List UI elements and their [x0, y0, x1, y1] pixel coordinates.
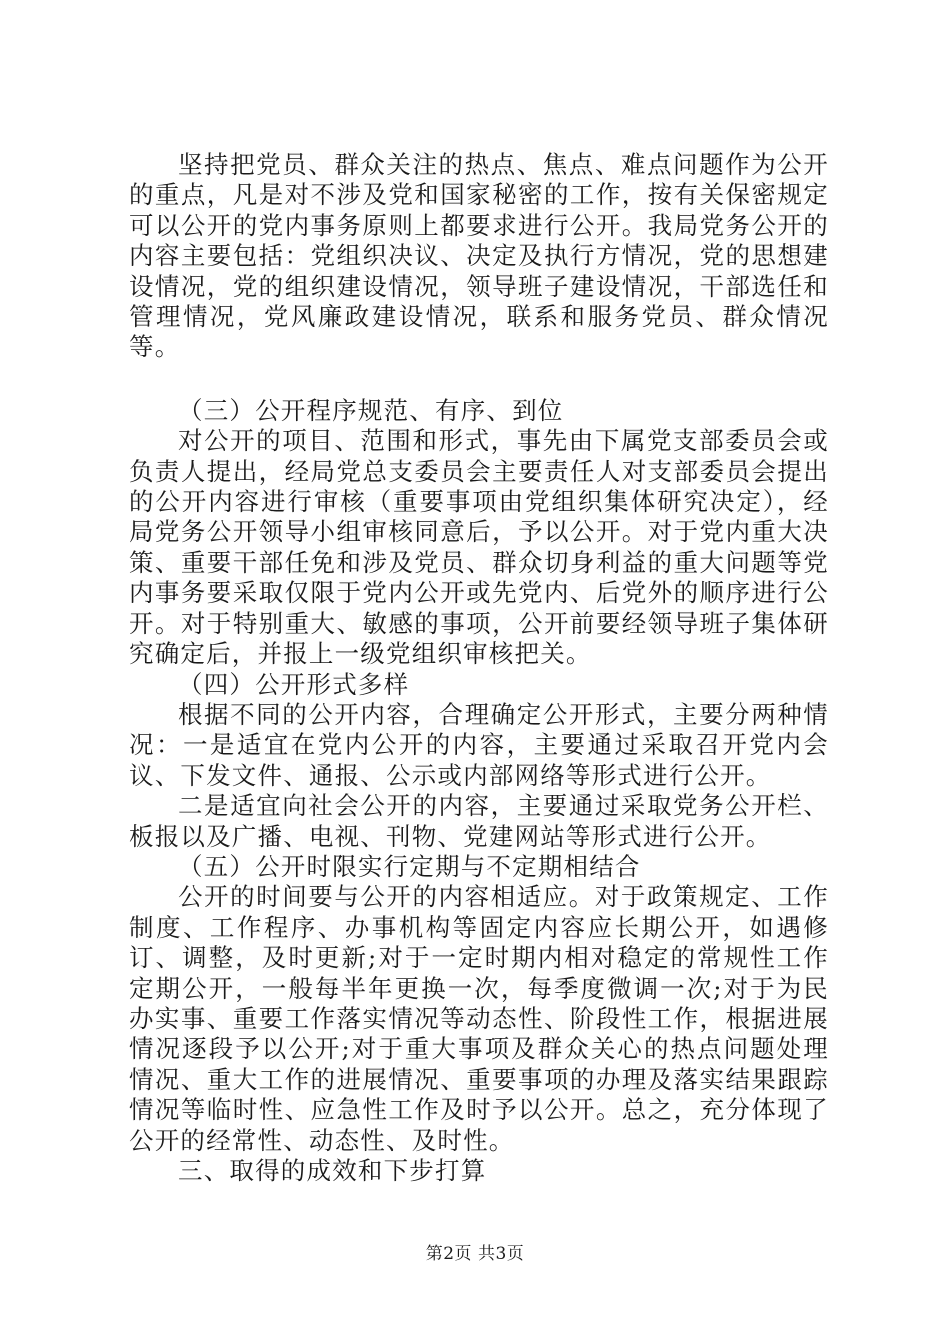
paragraph-procedure: 对公开的项目、范围和形式，事先由下属党支部委员会或负责人提出，经局党总支委员会主要责任人对支部委员会提出的公开内容进行审核（重要事项由党组织集体研究决定），经局党务公开领导小组审核同意后，予以公开。对于党内重大决策、重要干部任免和涉及党员、群众切身利益的重大问题等党内事务要采取仅限于党内公开或先党内、后党外的顺序进行公开。对于特别重大、敏感的事项，公开前要经领导班子集体研究确定后，并报上一级党组织审核把关。	[129, 426, 829, 669]
paragraph-time-limit: 公开的时间要与公开的内容相适应。对于政策规定、工作制度、工作程序、办事机构等固定内容应长期公开，如遇修订、调整，及时更新;对于一定时期内相对稳定的常规性工作定期公开，一般每半年更换一次，每季度微调一次;对于为民办实事、重要工作落实情况等动态性、阶段性工作，根据进展情况逐段予以公开;对于重大事项及群众关心的热点问题处理情况、重大工作的进展情况、重要事项的办理及落实结果跟踪情况等临时性、应急性工作及时予以公开。总之，充分体现了公开的经常性、动态性、及时性。	[129, 882, 829, 1155]
paragraph-disclosure-content: 坚持把党员、群众关注的热点、焦点、难点问题作为公开的重点，凡是对不涉及党和国家秘密的工作，按有关保密规定可以公开的党内事务原则上都要求进行公开。我局党务公开的内容主要包括：党组织决议、决定及执行方情况，党的思想建设情况，党的组织建设情况，领导班子建设情况，干部选任和管理情况，党风廉政建设情况，联系和服务党员、群众情况等。	[129, 150, 829, 362]
paragraph-forms-internal: 根据不同的公开内容，合理确定公开形式，主要分两种情况：一是适宜在党内公开的内容，主要通过采取召开党内会议、下发文件、通报、公示或内部网络等形式进行公开。	[129, 699, 829, 790]
heading-procedure: （三）公开程序规范、有序、到位	[178, 395, 564, 425]
document-body	[129, 150, 829, 1186]
heading-time-limit: （五）公开时限实行定期与不定期相结合	[178, 851, 641, 881]
heading-results: 三、取得的成效和下步打算	[178, 1156, 487, 1185]
page-footer: 第2页 共3页	[425, 1244, 525, 1264]
paragraph-forms-public: 二是适宜向社会公开的内容，主要通过采取党务公开栏、板报以及广播、电视、刊物、党建网站等形式进行公开。	[129, 791, 829, 851]
heading-forms: （四）公开形式多样	[178, 669, 410, 699]
